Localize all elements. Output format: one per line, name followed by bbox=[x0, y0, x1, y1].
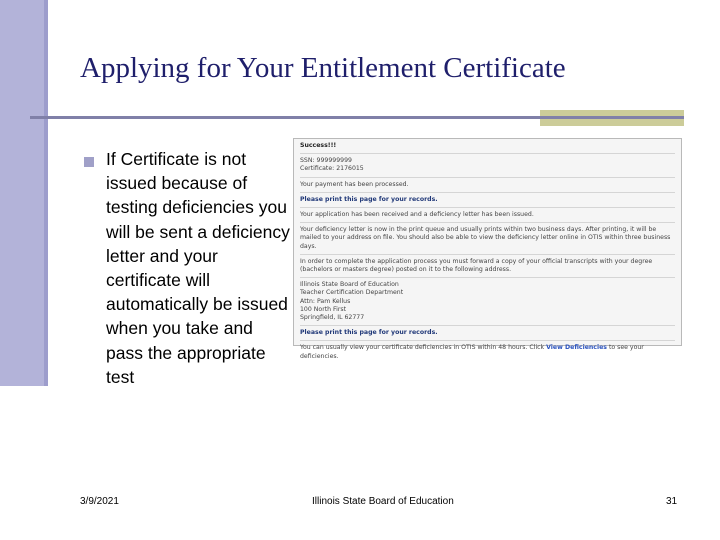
footer-page-number: 31 bbox=[666, 496, 678, 507]
divider bbox=[300, 192, 675, 193]
ssn-line: SSN: 999999999 bbox=[300, 157, 352, 165]
address-line: 100 North First bbox=[300, 305, 347, 313]
address-block bbox=[300, 281, 675, 322]
address-line: Attn: Pam Kellus bbox=[300, 297, 351, 305]
transcript-message: In order to complete the application process you must forward a copy of your official transcripts with your degree (bachelors or masters degree) posted on it to the following address. bbox=[300, 257, 653, 274]
address-line: Illinois State Board of Education bbox=[300, 281, 399, 289]
confirmation-screenshot bbox=[293, 138, 682, 360]
bullet-square-icon bbox=[84, 157, 94, 167]
divider bbox=[300, 277, 675, 278]
left-accent-bar-edge bbox=[44, 0, 48, 386]
received-message: Your application has been received and a deficiency letter has been issued. bbox=[300, 211, 534, 219]
slide-title: Applying for Your Entitlement Certificate bbox=[80, 52, 566, 84]
footer-organization: Illinois State Board of Education bbox=[312, 496, 454, 507]
divider bbox=[300, 325, 675, 326]
footer-date: 3/9/2021 bbox=[80, 496, 119, 507]
divider bbox=[300, 254, 675, 255]
view-deficiencies-link[interactable]: View Deficiencies bbox=[546, 344, 607, 352]
title-rule bbox=[30, 116, 684, 119]
address-line: Springfield, IL 62777 bbox=[300, 314, 365, 322]
address-line: Teacher Certification Department bbox=[300, 289, 404, 297]
print-notice: Please print this page for your records. bbox=[300, 195, 438, 203]
view-deficiencies-message bbox=[300, 344, 675, 360]
print-notice: Please print this page for your records. bbox=[300, 329, 438, 337]
divider bbox=[300, 153, 675, 154]
payment-message: Your payment has been processed. bbox=[300, 180, 409, 188]
queue-message: Your deficiency letter is now in the print queue and usually prints within two business days. After printing, it will be mailed to your address on file. You should also be able to view the deficiency letter online in OTIS within three business days. bbox=[300, 226, 671, 250]
divider bbox=[300, 207, 675, 208]
view-text-after: to see your deficiencies. bbox=[300, 344, 644, 360]
divider bbox=[300, 222, 675, 223]
divider bbox=[300, 177, 675, 178]
left-accent-bar bbox=[0, 0, 48, 386]
divider bbox=[300, 340, 675, 341]
bullet-text: If Certificate is not issued because of testing deficiencies you will be sent a deficiency letter and your certificate will automatically be issued when you take and pass the appropriate test bbox=[106, 149, 290, 387]
success-heading: Success!!! bbox=[300, 142, 337, 149]
certificate-line: Certificate: 2176015 bbox=[300, 165, 364, 173]
view-text-before: You can usually view your certificate deficiencies in OTIS within 48 hours. Click bbox=[300, 344, 545, 352]
